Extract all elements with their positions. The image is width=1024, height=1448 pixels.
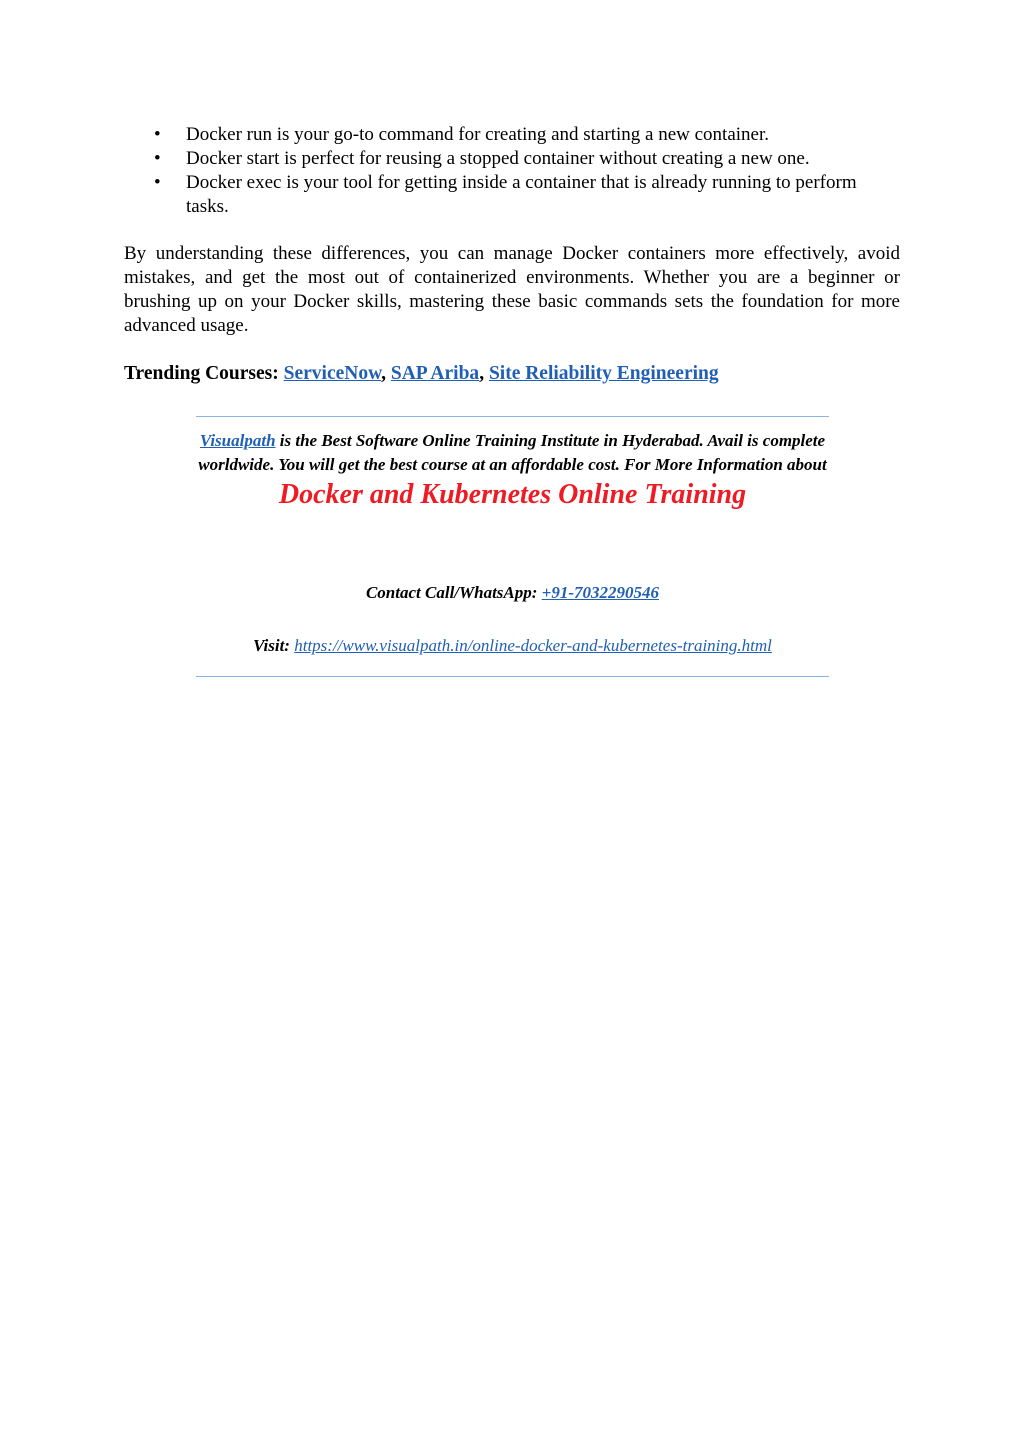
bullet-text: Docker start is perfect for reusing a stopped container without creating a new one. [186,148,810,169]
bullet-text: Docker exec is your tool for getting inside a container that is already running to perform tasks. [186,172,857,217]
promo-body: is the Best Software Online Training Institute in Hyderabad. Avail is complete worldwide. You will get the best course at an affordable cost. For More Information about [198,431,827,474]
course-link-servicenow[interactable]: ServiceNow [283,363,382,384]
bullet-item [124,147,900,171]
bullet-text: Docker run is your go-to command for creating and starting a new container. [186,124,770,145]
bullet-symbol: • [154,124,161,145]
bullet-symbol: • [154,172,161,193]
visit-line [196,634,829,658]
website-link[interactable]: https://www.visualpath.in/online-docker-and-kubernetes-training.html [294,636,772,655]
contact-line [196,581,829,605]
course-separator: , [381,363,391,384]
bullet-item [124,123,900,147]
promo-text [196,429,829,513]
promo-course-title: Docker and Kubernetes Online Training [278,479,747,510]
visit-label: Visit: [253,636,295,655]
trending-courses [124,361,900,387]
course-link-sre[interactable]: Site Reliability Engineering [488,363,719,384]
promo-top-divider [196,416,829,417]
bullet-item [124,171,900,219]
course-link-sap-ariba[interactable]: SAP Ariba [390,363,480,384]
trending-label: Trending Courses: [124,363,284,384]
visualpath-link[interactable]: Visualpath [199,431,276,450]
summary-bullet-list [124,123,900,219]
promo-bottom-divider [196,676,829,677]
phone-link[interactable]: +91-7032290546 [541,583,660,602]
conclusion-paragraph: By understanding these differences, you can manage Docker containers more effectively, avoid mistakes, and get the most out of containerized environments. Whether you are a beginner or brushing up on your Docker skills, mastering these basic commands sets the foundation for more advanced usage. [124,243,900,336]
contact-label: Contact Call/WhatsApp: [365,583,542,602]
course-separator: , [479,363,489,384]
bullet-symbol: • [154,148,161,169]
